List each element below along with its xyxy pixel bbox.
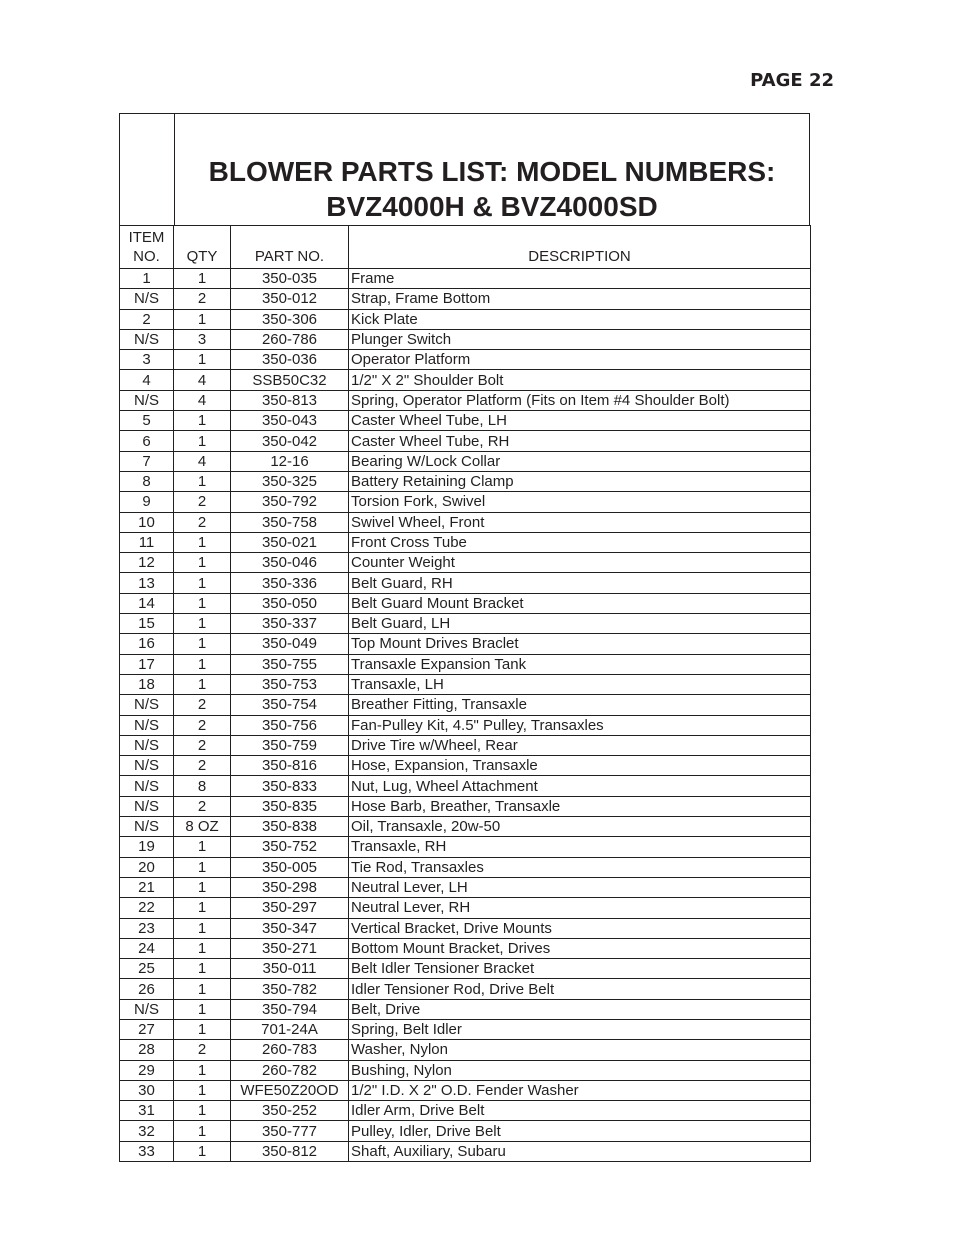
column-header-description: DESCRIPTION [349, 226, 811, 269]
part-number-cell: 350-011 [231, 959, 349, 979]
part-number-cell: 350-043 [231, 411, 349, 431]
part-number-cell: 701-24A [231, 1019, 349, 1039]
table-row [120, 492, 811, 512]
header-blank-cell [120, 114, 175, 225]
part-number-cell: 350-050 [231, 593, 349, 613]
table-row [120, 390, 811, 410]
item-cell: N/S [120, 715, 174, 735]
description-cell: Frame [349, 269, 811, 289]
table-row [120, 614, 811, 634]
parts-table [119, 225, 811, 1162]
table-row [120, 329, 811, 349]
description-cell: Operator Platform [349, 350, 811, 370]
description-cell: Tie Rod, Transaxles [349, 857, 811, 877]
description-cell: Belt Guard, LH [349, 614, 811, 634]
table-row [120, 411, 811, 431]
item-cell: N/S [120, 329, 174, 349]
description-cell: Belt Idler Tensioner Bracket [349, 959, 811, 979]
table-row [120, 431, 811, 451]
part-number-cell: 350-782 [231, 979, 349, 999]
table-row [120, 1019, 811, 1039]
table-row [120, 471, 811, 491]
column-header-qty: QTY [174, 226, 231, 269]
part-number-cell: 350-049 [231, 634, 349, 654]
description-cell: Belt, Drive [349, 999, 811, 1019]
title-line-1: BLOWER PARTS LIST: MODEL NUMBERS: [208, 156, 776, 187]
part-number-cell: 350-752 [231, 837, 349, 857]
description-cell: Neutral Lever, RH [349, 898, 811, 918]
part-number-cell: 350-812 [231, 1141, 349, 1161]
table-row [120, 532, 811, 552]
item-cell: 1 [120, 269, 174, 289]
table-row [120, 735, 811, 755]
item-cell: 14 [120, 593, 174, 613]
qty-cell: 1 [174, 471, 231, 491]
description-cell: Breather Fitting, Transaxle [349, 695, 811, 715]
description-cell: Counter Weight [349, 553, 811, 573]
part-number-cell: 350-297 [231, 898, 349, 918]
table-row [120, 959, 811, 979]
description-cell: Front Cross Tube [349, 532, 811, 552]
qty-cell: 2 [174, 796, 231, 816]
item-cell: N/S [120, 735, 174, 755]
part-number-cell: 350-306 [231, 309, 349, 329]
item-cell: N/S [120, 796, 174, 816]
qty-cell: 1 [174, 431, 231, 451]
table-row [120, 309, 811, 329]
description-cell: Transaxle Expansion Tank [349, 654, 811, 674]
item-cell: 21 [120, 877, 174, 897]
item-cell: N/S [120, 817, 174, 837]
table-row [120, 898, 811, 918]
part-number-cell: 350-756 [231, 715, 349, 735]
table-row [120, 451, 811, 471]
item-cell: 19 [120, 837, 174, 857]
item-cell: 4 [120, 370, 174, 390]
item-cell: N/S [120, 999, 174, 1019]
title-line-2: BVZ4000H & BVZ4000SD [326, 191, 658, 222]
qty-cell: 1 [174, 959, 231, 979]
part-number-cell: 260-786 [231, 329, 349, 349]
qty-cell: 1 [174, 1019, 231, 1039]
part-number-cell: WFE50Z20OD [231, 1080, 349, 1100]
item-cell: 9 [120, 492, 174, 512]
table-row [120, 979, 811, 999]
item-cell: 32 [120, 1121, 174, 1141]
page-title [175, 154, 809, 224]
part-number-cell: 350-838 [231, 817, 349, 837]
item-cell: 16 [120, 634, 174, 654]
item-cell: 29 [120, 1060, 174, 1080]
qty-cell: 1 [174, 1060, 231, 1080]
part-number-cell: 260-782 [231, 1060, 349, 1080]
part-number-cell: 350-755 [231, 654, 349, 674]
description-cell: Vertical Bracket, Drive Mounts [349, 918, 811, 938]
description-cell: Top Mount Drives Braclet [349, 634, 811, 654]
table-row [120, 756, 811, 776]
qty-cell: 2 [174, 695, 231, 715]
qty-cell: 1 [174, 573, 231, 593]
item-cell: 20 [120, 857, 174, 877]
table-row [120, 1121, 811, 1141]
part-number-cell: 350-036 [231, 350, 349, 370]
description-cell: Pulley, Idler, Drive Belt [349, 1121, 811, 1141]
qty-cell: 8 [174, 776, 231, 796]
item-cell: 33 [120, 1141, 174, 1161]
item-cell: 15 [120, 614, 174, 634]
description-cell: Bushing, Nylon [349, 1060, 811, 1080]
description-cell: Transaxle, LH [349, 674, 811, 694]
qty-cell: 1 [174, 553, 231, 573]
part-number-cell: 260-783 [231, 1040, 349, 1060]
qty-cell: 4 [174, 390, 231, 410]
description-cell: Bearing W/Lock Collar [349, 451, 811, 471]
qty-cell: 2 [174, 289, 231, 309]
qty-cell: 1 [174, 938, 231, 958]
qty-cell: 1 [174, 593, 231, 613]
part-number-cell: 350-833 [231, 776, 349, 796]
description-cell: Belt Guard, RH [349, 573, 811, 593]
qty-cell: 1 [174, 634, 231, 654]
item-cell: 10 [120, 512, 174, 532]
qty-cell: 1 [174, 979, 231, 999]
description-cell: Strap, Frame Bottom [349, 289, 811, 309]
description-cell: Torsion Fork, Swivel [349, 492, 811, 512]
item-cell: N/S [120, 289, 174, 309]
table-row [120, 695, 811, 715]
description-cell: Idler Arm, Drive Belt [349, 1101, 811, 1121]
item-cell: 27 [120, 1019, 174, 1039]
item-cell: 26 [120, 979, 174, 999]
part-number-cell: 350-325 [231, 471, 349, 491]
part-number-cell: 350-792 [231, 492, 349, 512]
qty-cell: 2 [174, 756, 231, 776]
table-row [120, 857, 811, 877]
qty-cell: 1 [174, 309, 231, 329]
part-number-cell: 350-813 [231, 390, 349, 410]
qty-cell: 1 [174, 411, 231, 431]
part-number-cell: SSB50C32 [231, 370, 349, 390]
item-cell: 2 [120, 309, 174, 329]
qty-cell: 1 [174, 654, 231, 674]
part-number-cell: 350-753 [231, 674, 349, 694]
table-row [120, 289, 811, 309]
qty-cell: 1 [174, 1121, 231, 1141]
part-number-cell: 12-16 [231, 451, 349, 471]
qty-cell: 1 [174, 877, 231, 897]
item-cell: 13 [120, 573, 174, 593]
qty-cell: 1 [174, 532, 231, 552]
qty-cell: 1 [174, 918, 231, 938]
column-header-item [120, 226, 174, 269]
part-number-cell: 350-021 [231, 532, 349, 552]
part-number-cell: 350-337 [231, 614, 349, 634]
table-row [120, 654, 811, 674]
table-title-header [119, 113, 810, 226]
item-cell: 3 [120, 350, 174, 370]
table-row [120, 817, 811, 837]
qty-cell: 1 [174, 898, 231, 918]
description-cell: Bottom Mount Bracket, Drives [349, 938, 811, 958]
table-row [120, 1101, 811, 1121]
description-cell: Transaxle, RH [349, 837, 811, 857]
description-cell: Caster Wheel Tube, LH [349, 411, 811, 431]
table-row [120, 634, 811, 654]
table-row [120, 1060, 811, 1080]
description-cell: 1/2" X 2" Shoulder Bolt [349, 370, 811, 390]
description-cell: Washer, Nylon [349, 1040, 811, 1060]
part-number-cell: 350-794 [231, 999, 349, 1019]
part-number-cell: 350-271 [231, 938, 349, 958]
part-number-cell: 350-046 [231, 553, 349, 573]
table-row [120, 573, 811, 593]
item-cell: 25 [120, 959, 174, 979]
item-cell: N/S [120, 756, 174, 776]
table-row [120, 1141, 811, 1161]
table-row [120, 593, 811, 613]
qty-cell: 4 [174, 451, 231, 471]
item-cell: 18 [120, 674, 174, 694]
table-row [120, 938, 811, 958]
description-cell: Nut, Lug, Wheel Attachment [349, 776, 811, 796]
part-number-cell: 350-012 [231, 289, 349, 309]
part-number-cell: 350-754 [231, 695, 349, 715]
table-row [120, 674, 811, 694]
part-number-cell: 350-336 [231, 573, 349, 593]
qty-cell: 2 [174, 1040, 231, 1060]
table-row [120, 350, 811, 370]
qty-cell: 1 [174, 674, 231, 694]
description-cell: Spring, Operator Platform (Fits on Item #4 Shoulder Bolt) [349, 390, 811, 410]
description-cell: 1/2" I.D. X 2" O.D. Fender Washer [349, 1080, 811, 1100]
column-header-item-line1: ITEM [128, 229, 165, 246]
description-cell: Oil, Transaxle, 20w-50 [349, 817, 811, 837]
part-number-cell: 350-298 [231, 877, 349, 897]
qty-cell: 1 [174, 269, 231, 289]
table-row [120, 512, 811, 532]
qty-cell: 1 [174, 1080, 231, 1100]
part-number-cell: 350-835 [231, 796, 349, 816]
column-header-item-line2: NO. [133, 248, 160, 265]
part-number-cell: 350-042 [231, 431, 349, 451]
item-cell: 17 [120, 654, 174, 674]
table-row [120, 1080, 811, 1100]
table-row [120, 370, 811, 390]
item-cell: N/S [120, 695, 174, 715]
qty-cell: 1 [174, 350, 231, 370]
table-row [120, 776, 811, 796]
table-row [120, 877, 811, 897]
item-cell: 30 [120, 1080, 174, 1100]
item-cell: 31 [120, 1101, 174, 1121]
item-cell: 11 [120, 532, 174, 552]
qty-cell: 2 [174, 512, 231, 532]
qty-cell: 1 [174, 837, 231, 857]
description-cell: Swivel Wheel, Front [349, 512, 811, 532]
description-cell: Idler Tensioner Rod, Drive Belt [349, 979, 811, 999]
page-number: PAGE 22 [750, 70, 834, 91]
table-header-row [120, 226, 811, 269]
description-cell: Belt Guard Mount Bracket [349, 593, 811, 613]
description-cell: Drive Tire w/Wheel, Rear [349, 735, 811, 755]
description-cell: Plunger Switch [349, 329, 811, 349]
table-row [120, 796, 811, 816]
item-cell: 7 [120, 451, 174, 471]
item-cell: 8 [120, 471, 174, 491]
part-number-cell: 350-005 [231, 857, 349, 877]
part-number-cell: 350-816 [231, 756, 349, 776]
item-cell: 12 [120, 553, 174, 573]
description-cell: Caster Wheel Tube, RH [349, 431, 811, 451]
qty-cell: 1 [174, 857, 231, 877]
qty-cell: 2 [174, 492, 231, 512]
item-cell: 5 [120, 411, 174, 431]
part-number-cell: 350-759 [231, 735, 349, 755]
description-cell: Shaft, Auxiliary, Subaru [349, 1141, 811, 1161]
table-row [120, 269, 811, 289]
item-cell: 23 [120, 918, 174, 938]
qty-cell: 1 [174, 1101, 231, 1121]
part-number-cell: 350-758 [231, 512, 349, 532]
qty-cell: 1 [174, 999, 231, 1019]
qty-cell: 8 OZ [174, 817, 231, 837]
table-row [120, 715, 811, 735]
description-cell: Hose, Expansion, Transaxle [349, 756, 811, 776]
description-cell: Fan-Pulley Kit, 4.5" Pulley, Transaxles [349, 715, 811, 735]
item-cell: 22 [120, 898, 174, 918]
description-cell: Spring, Belt Idler [349, 1019, 811, 1039]
part-number-cell: 350-035 [231, 269, 349, 289]
part-number-cell: 350-777 [231, 1121, 349, 1141]
qty-cell: 2 [174, 735, 231, 755]
qty-cell: 4 [174, 370, 231, 390]
description-cell: Battery Retaining Clamp [349, 471, 811, 491]
qty-cell: 1 [174, 614, 231, 634]
description-cell: Kick Plate [349, 309, 811, 329]
item-cell: 24 [120, 938, 174, 958]
column-header-part-no: PART NO. [231, 226, 349, 269]
table-row [120, 553, 811, 573]
item-cell: 6 [120, 431, 174, 451]
part-number-cell: 350-252 [231, 1101, 349, 1121]
description-cell: Hose Barb, Breather, Transaxle [349, 796, 811, 816]
item-cell: N/S [120, 776, 174, 796]
qty-cell: 3 [174, 329, 231, 349]
table-row [120, 999, 811, 1019]
description-cell: Neutral Lever, LH [349, 877, 811, 897]
table-row [120, 837, 811, 857]
table-row [120, 918, 811, 938]
item-cell: 28 [120, 1040, 174, 1060]
part-number-cell: 350-347 [231, 918, 349, 938]
table-row [120, 1040, 811, 1060]
qty-cell: 2 [174, 715, 231, 735]
qty-cell: 1 [174, 1141, 231, 1161]
item-cell: N/S [120, 390, 174, 410]
